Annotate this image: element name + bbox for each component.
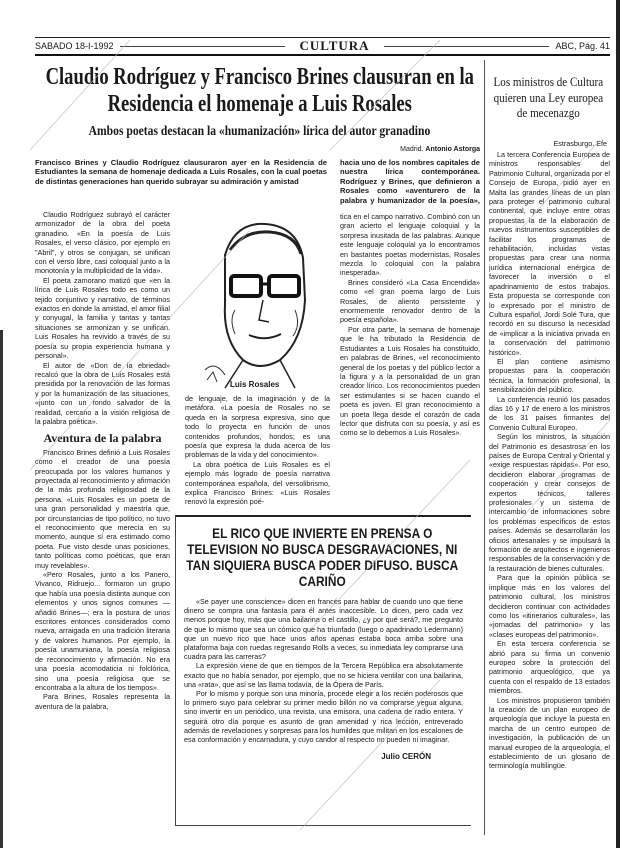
paragraph: «Se payer une conscience» dicen en francés para hablar de cuando uno que tiene dinero se compra una fantasía para él antes inaccesible. Lo dicen, pero cada vez menos porque hoy, más que una bailarina o el castillo, ¿y por qué será?, me pregunto de que lo mismo que sea un cómico que ha triunfado (luego o apadrinado Ledermann) que un nuevo rico que hace unos años apenas estaba boca arriba sobre una plataforma baja con ruedas regresando Rolls a veces, su inmediata ley comprarse una cuadra para las carreras? [184,597,463,662]
byline-author: Antonio Astorga [425,146,480,153]
page-edge-right [616,0,620,848]
paragraph: El autor de «Don de la ebriedad» recalcó que la obra de Luis Rosales está presidida por la renovación de las formas y por la humanización de las situaciones, «junto con un fondo salvador de la realidad, cercano a la visión religiosa de la palabra poética». [35,360,170,426]
portrait-caption: Luis Rosales [230,380,280,389]
page-header [35,37,610,56]
paragraph: tica en el campo narrativo. Combinó con un gran acierto el lenguaje coloquial y la sorpresa inusitada de las palabras. Aunque este lenguaje coloquial ya lo encontramos en bastantes poetas modernistas, Rosales mezcla lo coloquial con la palabra inesperada». [340,212,480,278]
paragraph: «Pero Rosales, junto a los Panero, Vivanco, Ridruejo... formaron un grupo que había una poesía distinta aunque con elementos y unos signos comunes —añadió Brines—; era la postura de unos escritores entonces considerados como nueva, arraigada en una tradición literaria y de valores humanos. Por ejemplo, la poesía unamuniana, la poesía religiosa de reconocimiento y afirmación. No era una poesía acomodaticia ni folclórica, sino una poesía religiosa que se encontraba a la altura de los tiempos». [35,570,170,692]
opinion-box [175,515,471,826]
sidebar-column [489,150,610,837]
paragraph: Francisco Brines definió a Luis Rosales como el creador de una poesía preocupada por los valores humanos y proyectada al reconocimiento y afirmación de la más profunda religiosidad de la persona. «Luis Rosales es un poeta de una gran personalidad y maestría que, por circunstancias de tipo político, no tuvo el reconocimiento que merecía en su momento, aunque sí era estimado como poeta. Fue visto desde unas posiciones, tanto políticas como poéticas, que eran muy revelables». [35,447,170,570]
intro-part-1 [35,158,327,206]
paragraph: Según los ministros, la situación del Patrimonio es desastrosa en los países de Europa Central y Oriental y «exige respuestas rápidas». Por eso, decidieron elaborar programas de cooperación y crear consejos de expertos técnicos, talleres profesionales y un sistema de intercambio de informaciones sobre los problemas específicos de estos países. Además se desarrollarán los oficios artesanales y se impulsará la formación de arquitectos e ingenieros responsables de la conservación y de la restauración de bienes culturales. [489,432,610,573]
box-body [184,597,463,744]
paragraph: El poeta zamorano matizó que «en la lírica de Luis Rosales todo es como un tejido conjuntivo y narrativo, de términos exactos en donde la amistad, el amor filial y conyugal, la familia y tantas y tantas situaciones se armonizan y se unifican. Luis Rosales ha revivido a través de su poesía su propia experiencia humana y personal». [35,275,170,361]
header-section: CULTURA [291,38,377,54]
paragraph: Claudio Rodríguez subrayó el carácter armonizador de la obra del poeta granadino. «En la poesía de Luis Rosales, el verso clásico, por ejemplo en "Abril", y otros se conjugan, se unifican con el verso libre, casi coloquial junto a la monotonía y la multiplicidad de la vida». [35,210,170,276]
paragraph: Para que la opinión pública se implique más en los valores del patrimonio cultural, los ministros decidieron continuar con actividades como los «itinerarios culturales», las «jornadas del patrimonio» y las «clases europeas del patrimonio». [489,573,610,639]
intro-text: Francisco Brines y Claudio Rodríguez clausuraron ayer en la Residencia de Estudiantes la semana de homenaje dedicada a Luis Rosales, con la cual poetas de distintas generaciones han querido subrayar su admiración y amistad [35,158,327,186]
box-headline: EL RICO QUE INVIERTE EN PRENSA O TELEVISION NO BUSCA DESGRAVACIONES, NI TAN SIQUIERA BUSCA PODER DIFUSO. BUSCA CARIÑO [186,525,459,589]
column-divider [484,60,485,835]
main-headline: Claudio Rodríguez y Francisco Brines clausuran en la Residencia el homenaje a Luis Rosales [45,64,474,117]
header-rule [120,46,286,47]
paragraph: Para Brines, Rosales representa la aventura de la palabra, [35,692,170,711]
paragraph: La obra poética de Luis Rosales es el ejemplo más logrado de poesía narrativa contemporánea española, del versolibrismo, explica Francisco Brines: «Luis Rosales renovó la expresión poé- [185,459,330,506]
portrait-illustration [185,210,330,390]
paragraph: La tercera Conferencia Europea de ministros responsables del Patrimonio Cultural, organizada por el Consejo de Europa, pidió ayer en Malta las grandes líneas de un plan para proteger el patrimonio cultural continental, que incluye entre otras propuestas la de la elaboración de nuevos instrumentos susceptibles de facilitar los programas de rehabilitación, incluidas vistas propuestas para crear una norma jurídica internacional enérgica de favorecer la inversión o el apadrinamiento de estos trabajos. Esta propuesta se corresponde con lo expresado por el ministro de Cultura español, Jordi Solé Tura, que recordó en su discurso la necesidad de «implicar a la iniciativa privada en la conservación del patrimonio histórico». [489,150,610,357]
column-1 [35,210,170,838]
page-edge-left [0,330,3,848]
paragraph: La expresión viene de que en tiempos de la Tercera República era absolutamente exacto que no había senador, por ejemplo, que no se hiciera ventilar con una bailarina, una «rata», que así se las llama todavía, de la Ópera de París. [184,661,463,689]
paragraph: de lenguaje, de la imaginación y de la metáfora. «La poesía de Rosales no se queda en la sorpresa expresiva, sino que todo lo proyecta en función de unos contenidos profundos, hondos; es una poesía que expresa la duda acerca de los problemas de la vida y del conocimiento». [185,394,330,460]
paragraph: Brines consideró «La Casa Encendida» como «el gran poema largo de Luis Rosales, de aliento persistente y enormemente renovador dentro de la poesía española». [340,277,480,325]
subheading: Aventura de la palabra [43,431,162,446]
paragraph: Por lo mismo y porque son una minoría, procede elegir a los recién poderosos que lo primero suyo para celebrar su primer medio billón no va comprarse yegua alguna, sino invertir en un periódico, una revista, una emisora, una cadena de radio entera. Y seguirá otro día porque es asunto de gran amenidad y rica lección, entreverado además de revelaciones y sorpresas para los humildes que militan en los escalones de esa conformación y encarnadura, y cuyo candor al respecto no pueden ni imaginar. [184,689,463,745]
paragraph: La conferencia reunió los pasados días 16 y 17 de enero a los ministros de los 31 países firmantes del Convenio Cultural Europeo. [489,394,610,432]
box-headline-wrapper [176,525,471,597]
paragraph: El plan contiene asimismo propuestas para la cooperación técnica, la formación profesional, la sensibilización del público. [489,356,610,395]
header-date: SABADO 18-I-1992 [35,41,114,51]
paragraph: Por otra parte, la semana de homenaje que le ha tributado la Residencia de Estudiantes a Luis Rosales ha constituido, en palabras de Brines, «el reconocimiento general de los poetas y del público lector a la figura y a la personalidad de un gran creador lírico. Los reconocimientos pueden ser estimulantes si se hacen cuando el poeta es joven. El gran reconocimiento a un poeta llega desde el corazón de cada lector que disfruta con su poesía, y así es como se lo debemos a Luis Rosales». [340,324,480,438]
header-page: ABC, Pág. 41 [555,41,610,51]
intro-text: hacia uno de los nombres capitales de nuestra lírica contemporánea. Rodríguez y Brines, que definieron a Rosales como «aventurero de la palabra y humanizador de la poesía», [340,158,480,205]
byline [300,146,480,153]
paragraph: Los ministros propusieron también la creación de un plan europeo de arqueología que incluye la puesta en marcha de un centro europeo de investigación, la publicación de un manual europeo de la arqueología, el establecimiento de un glosario de terminología multilingüe. [489,695,610,771]
main-deck: Ambos poetas destacan la «humanización» lírica del autor granadino [88,123,431,138]
sidebar-headline: Los ministros de Cultura quieren una Ley europea de mecenazgo [493,74,604,120]
sidebar-dateline: Estrasburgo. Efe [553,139,607,148]
intro-part-2 [340,158,480,206]
column-3 [340,212,480,506]
paragraph: En esta tercera conferencia se abrió para su firma un convenio europeo sobre la protección del patrimonio arqueológico, que ya cuenta con el respaldo de 13 estados miembros. [489,639,610,696]
column-2 [185,394,330,506]
byline-place: Madrid. [400,146,424,153]
header-rule [384,46,550,47]
box-signature: Julio CERÓN [381,752,431,762]
